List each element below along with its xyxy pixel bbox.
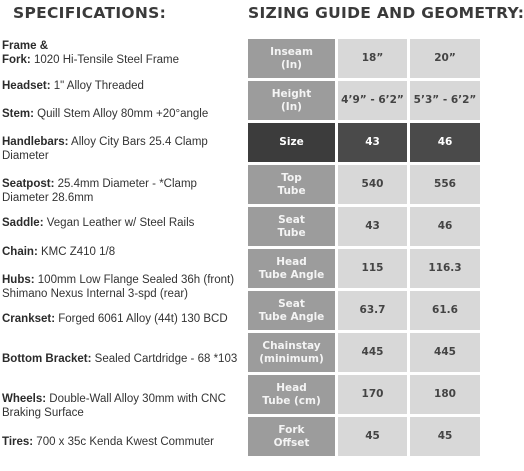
spec-bottom-bracket bbox=[2, 352, 244, 366]
geometry-table bbox=[248, 39, 480, 456]
geometry-cell: 61.6 bbox=[410, 291, 480, 330]
geometry-row-label: Fork Offset bbox=[248, 417, 335, 456]
spec-hubs bbox=[2, 273, 244, 301]
sizing-geometry-heading: SIZING GUIDE AND GEOMETRY: bbox=[248, 4, 524, 22]
geometry-cell: 63.7 bbox=[338, 291, 407, 330]
geometry-cell: 45 bbox=[410, 417, 480, 456]
spec-value: Quill Stem Alloy 80mm +20°angle bbox=[33, 108, 209, 120]
spec-handlebars bbox=[2, 135, 244, 163]
geometry-cell: 556 bbox=[410, 165, 480, 204]
spec-label: Crankset: bbox=[2, 313, 56, 325]
geometry-cell: 180 bbox=[410, 375, 480, 414]
spec-label: Stem: bbox=[2, 108, 34, 120]
geometry-cell: 20” bbox=[410, 39, 480, 78]
geometry-row-label: Head Tube (cm) bbox=[248, 375, 335, 414]
spec-value: Double-Wall Alloy 30mm with CNC Braking Surface bbox=[2, 393, 226, 419]
spec-headset bbox=[2, 79, 244, 93]
spec-label: Saddle: bbox=[2, 217, 44, 229]
geometry-cell: 45 bbox=[338, 417, 407, 456]
spec-label: Handlebars: bbox=[2, 136, 69, 148]
geometry-cell: 5’3” - 6’2” bbox=[410, 81, 480, 120]
spec-label: Seatpost: bbox=[2, 178, 55, 190]
geometry-cell: 115 bbox=[338, 249, 407, 288]
geometry-cell: 46 bbox=[410, 123, 480, 162]
geometry-row-label: Seat Tube Angle bbox=[248, 291, 335, 330]
geometry-row-label: Height (In) bbox=[248, 81, 335, 120]
geometry-row-label: Seat Tube bbox=[248, 207, 335, 246]
geometry-cell: 170 bbox=[338, 375, 407, 414]
spec-seatpost bbox=[2, 177, 244, 205]
geometry-row-label: Top Tube bbox=[248, 165, 335, 204]
geometry-cell: 4’9” - 6’2” bbox=[338, 81, 407, 120]
spec-label: Chain: bbox=[2, 246, 38, 258]
geometry-row-label: Head Tube Angle bbox=[248, 249, 335, 288]
spec-value: 25.4mm Diameter - *Clamp Diameter 28.6mm bbox=[2, 178, 197, 204]
geometry-row-label: Inseam (In) bbox=[248, 39, 335, 78]
spec-label: Tires: bbox=[2, 436, 34, 448]
geometry-cell: 445 bbox=[338, 333, 407, 372]
geometry-cell: 46 bbox=[410, 207, 480, 246]
spec-label: Wheels: bbox=[2, 393, 47, 405]
geometry-cell: 43 bbox=[338, 207, 407, 246]
geometry-cell: 43 bbox=[338, 123, 407, 162]
spec-value: 700 x 35c Kenda Kwest Commuter bbox=[33, 436, 215, 448]
geometry-cell: 445 bbox=[410, 333, 480, 372]
geometry-cell: 18” bbox=[338, 39, 407, 78]
spec-stem bbox=[2, 107, 244, 121]
spec-value: Vegan Leather w/ Steel Rails bbox=[43, 217, 195, 229]
spec-value: Sealed Cartdridge - 68 *103 bbox=[91, 353, 238, 365]
spec-frame-fork bbox=[2, 39, 244, 67]
spec-value: 1020 Hi-Tensile Steel Frame bbox=[30, 54, 180, 66]
spec-label: Hubs: bbox=[2, 274, 35, 286]
spec-value: Forged 6061 Alloy (44t) 130 BCD bbox=[55, 313, 228, 325]
spec-chain bbox=[2, 245, 244, 259]
spec-saddle bbox=[2, 216, 244, 230]
specifications-heading: SPECIFICATIONS: bbox=[13, 4, 167, 22]
geometry-cell: 540 bbox=[338, 165, 407, 204]
spec-label: Frame & Fork: bbox=[2, 40, 49, 66]
geometry-row-label: Size bbox=[248, 123, 335, 162]
spec-value: 1" Alloy Threaded bbox=[50, 80, 144, 92]
spec-value: KMC Z410 1/8 bbox=[37, 246, 116, 258]
geometry-cell: 116.3 bbox=[410, 249, 480, 288]
spec-value: Alloy City Bars 25.4 Clamp Diameter bbox=[2, 136, 208, 162]
spec-wheels bbox=[2, 392, 244, 420]
spec-tires bbox=[2, 435, 244, 449]
spec-label: Bottom Bracket: bbox=[2, 353, 92, 365]
spec-value: 100mm Low Flange Sealed 36h (front) Shimano Nexus Internal 3-spd (rear) bbox=[2, 274, 235, 300]
spec-crankset bbox=[2, 312, 244, 326]
geometry-row-label: Chainstay (minimum) bbox=[248, 333, 335, 372]
spec-label: Headset: bbox=[2, 80, 51, 92]
